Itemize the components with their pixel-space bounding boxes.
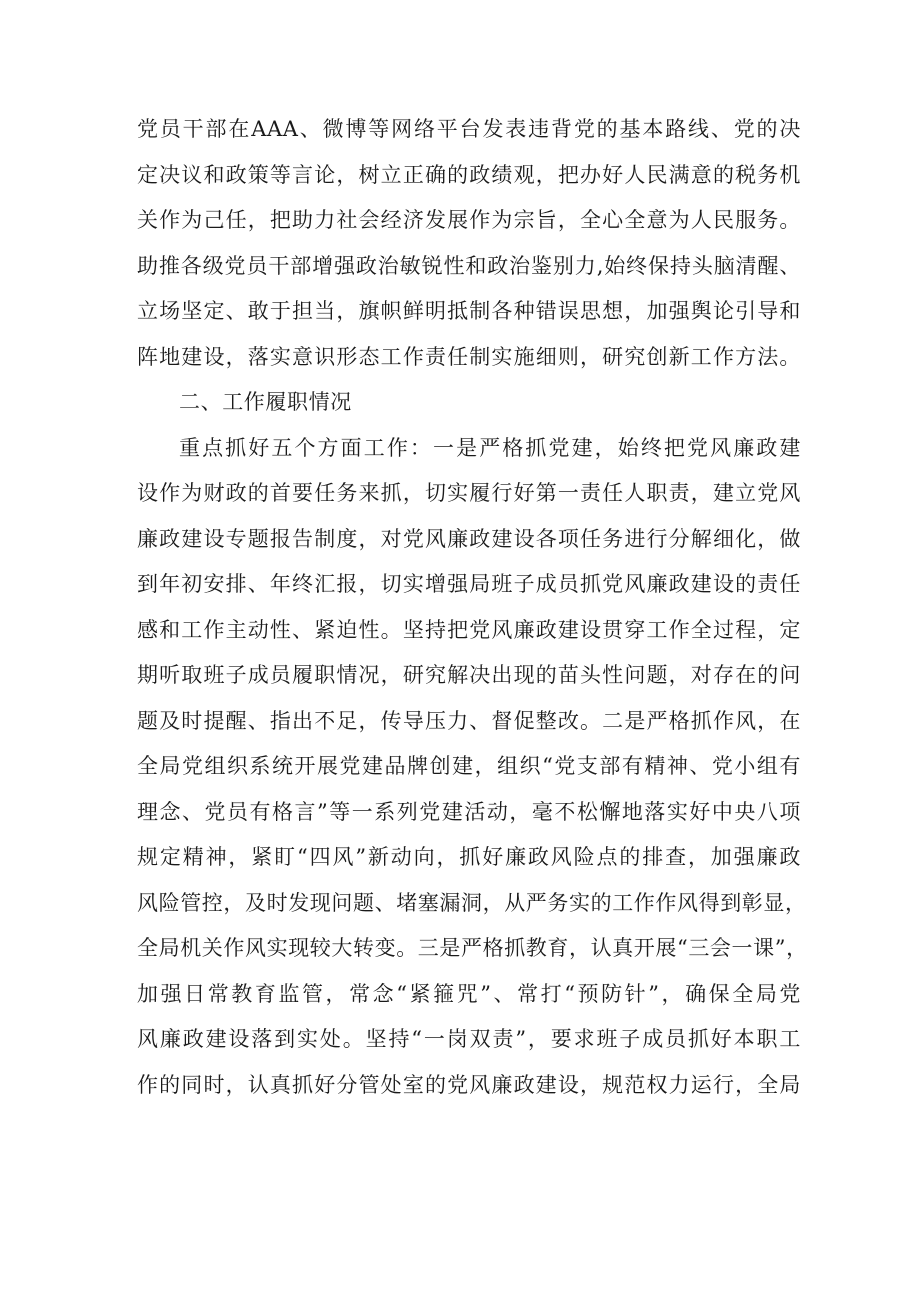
paragraph1-line-3: 关作为己任，把助力社会经济发展作为宗旨，全心全意为人民服务。	[137, 208, 801, 232]
paragraph2-line-1: 重点抓好五个方面工作：一是严格抓党建，始终把党风廉政建	[179, 435, 801, 460]
section-heading: 二、工作履职情况	[179, 390, 352, 414]
paragraph2-line-3: 廉政建设专题报告制度，对党风廉政建设各项任务进行分解细化，做	[137, 526, 801, 551]
document-body	[137, 107, 808, 1108]
paragraph2-line-4: 到年初安排、年终汇报，切实增强局班子成员抓党风廉政建设的责任	[137, 572, 801, 596]
paragraph1-line-2: 定决议和政策等言论，树立正确的政绩观，把办好人民满意的税务机	[137, 162, 801, 187]
paragraph2-line-14: 风廉政建设落到实处。坚持“一岗双责”，要求班子成员抓好本职工	[137, 1027, 801, 1051]
paragraph2-line-12: 全局机关作风实现较大转变。三是严格抓教育，认真开展“三会一课”，	[137, 936, 808, 960]
paragraph1-line-6: 阵地建设，落实意识形态工作责任制实施细则，研究创新工作方法。	[137, 344, 801, 369]
paragraph2-line-13: 加强日常教育监管，常念“紧箍咒”、常打“预防针”，确保全局党	[137, 981, 801, 1006]
paragraph2-line-5: 感和工作主动性、紧迫性。坚持把党风廉政建设贯穿工作全过程，定	[137, 617, 801, 642]
paragraph2-line-7: 题及时提醒、指出不足，传导压力、督促整改。二是严格抓作风，在	[137, 708, 801, 733]
paragraph1-line-1: 党员干部在AAA、微博等网络平台发表违背党的基本路线、党的决	[137, 117, 801, 141]
paragraph2-line-10: 规定精神，紧盯“四风”新动向，抓好廉政风险点的排查，加强廉政	[137, 845, 801, 869]
paragraph1-line-5: 立场坚定、敢于担当，旗帜鲜明抵制各种错误思想，加强舆论引导和	[137, 299, 801, 323]
paragraph2-line-9: 理念、党员有格言”等一系列党建活动，毫不松懈地落实好中央八项	[137, 799, 801, 824]
paragraph2-line-11: 风险管控，及时发现问题、堵塞漏洞，从严务实的工作作风得到彰显，	[137, 890, 807, 915]
paragraph1-line-4: 助推各级党员干部增强政治敏锐性和政治鉴别力,始终保持头脑清醒、	[137, 253, 801, 278]
paragraph2-line-6: 期听取班子成员履职情况，研究解决出现的苗头性问题，对存在的问	[137, 663, 801, 687]
paragraph2-line-8: 全局党组织系统开展党建品牌创建，组织“党支部有精神、党小组有	[137, 754, 801, 778]
paragraph2-line-2: 设作为财政的首要任务来抓，切实履行好第一责任人职责，建立党风	[137, 481, 801, 505]
paragraph2-line-15: 作的同时，认真抓好分管处室的党风廉政建设，规范权力运行，全局	[137, 1072, 801, 1097]
